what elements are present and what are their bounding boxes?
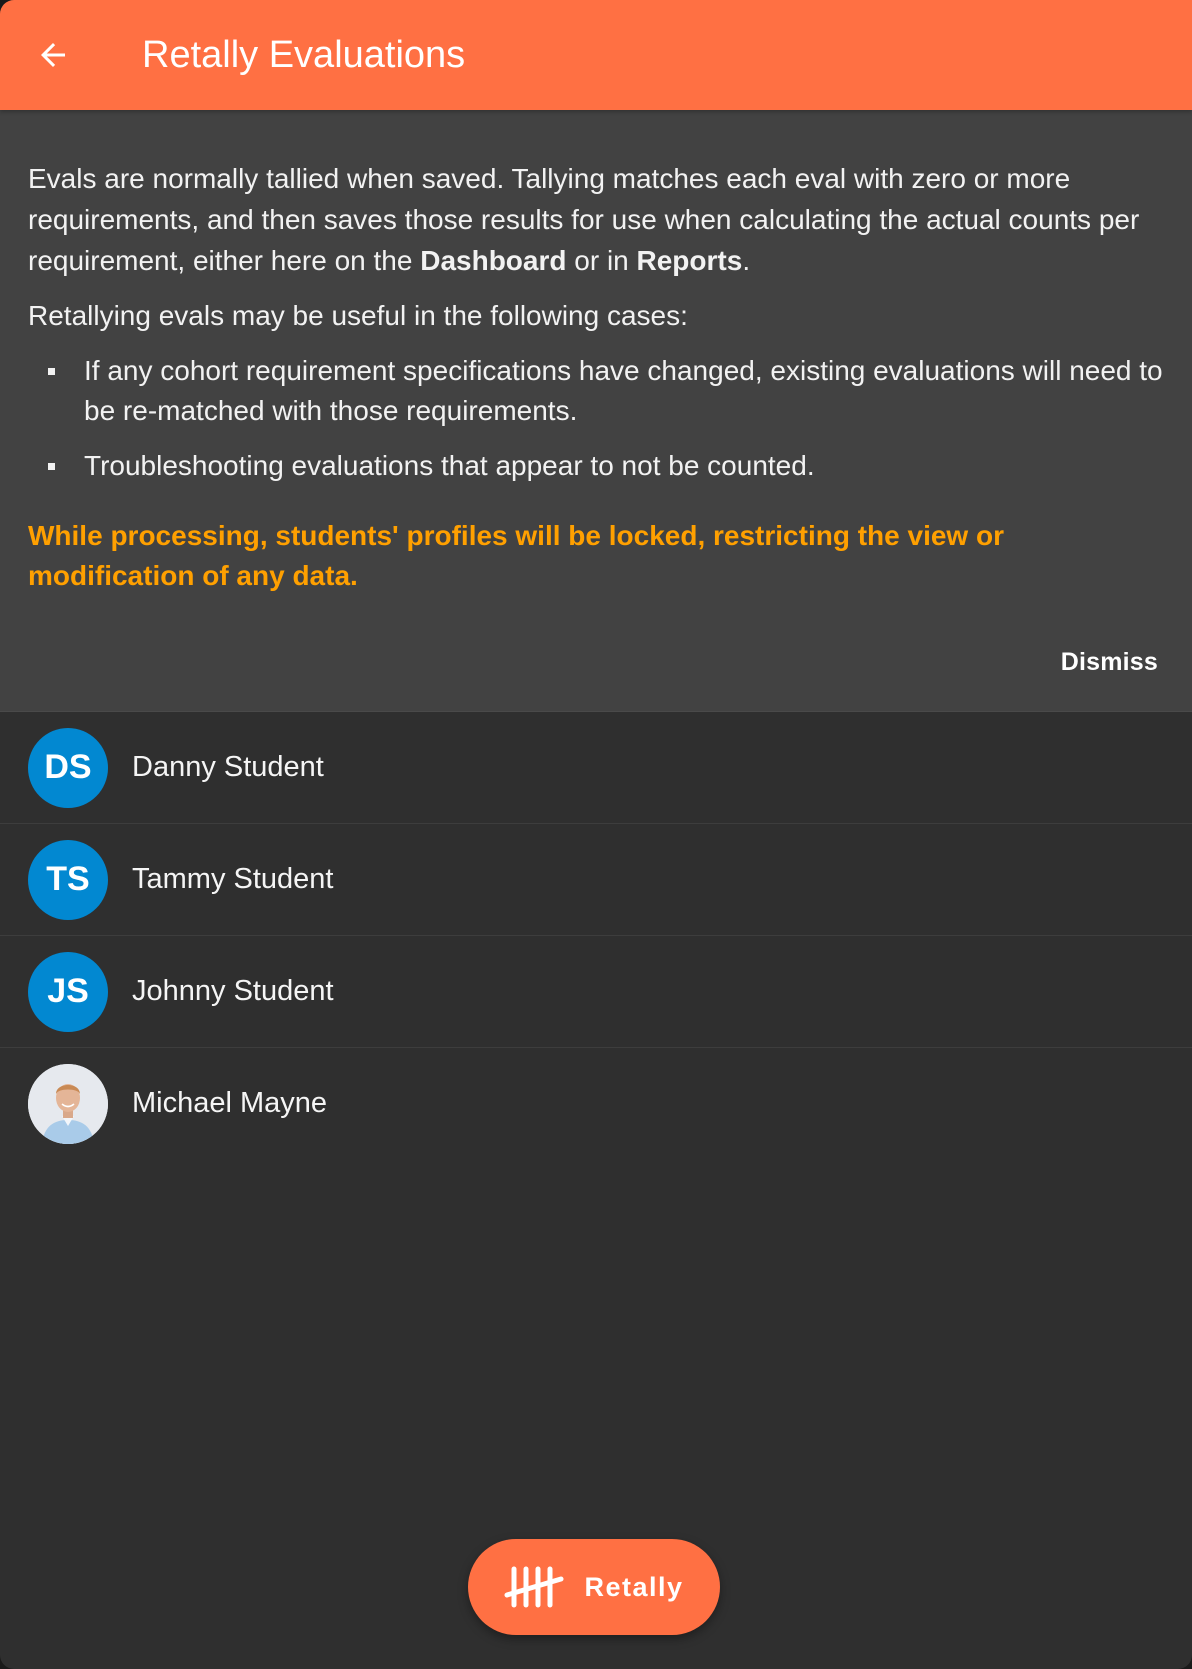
- avatar: TS: [28, 840, 108, 920]
- avatar: DS: [28, 728, 108, 808]
- back-button[interactable]: [18, 20, 88, 90]
- cases-list: [28, 351, 1164, 486]
- dismiss-button[interactable]: Dismiss: [1060, 648, 1158, 676]
- student-name: Tammy Student: [132, 863, 334, 895]
- list-item[interactable]: [0, 936, 1192, 1048]
- list-item[interactable]: [0, 712, 1192, 824]
- case-item: [28, 446, 1164, 486]
- student-name: Michael Mayne: [132, 1087, 328, 1119]
- intro-text-part: Evals are normally tallied when saved. Tallying matches each eval with zero or more requirements, and then saves those results for use when calculating the actual counts per requirement, either here on the: [28, 163, 1140, 276]
- case-text: If any cohort requirement specifications have changed, existing evaluations will need to be re-matched with those requirements.: [84, 355, 1163, 426]
- avatar-photo: [28, 1064, 108, 1144]
- bullet-icon: [48, 368, 55, 375]
- intro-text-part: or in: [566, 245, 637, 276]
- tally-marks-icon: [504, 1565, 564, 1609]
- arrow-left-icon: [35, 37, 71, 73]
- page-title: Retally Evaluations: [142, 33, 466, 76]
- student-list: [0, 712, 1192, 1159]
- dashboard-mention: Dashboard: [420, 245, 567, 276]
- list-item[interactable]: [0, 1048, 1192, 1159]
- case-text: Troubleshooting evaluations that appear to not be counted.: [84, 450, 815, 481]
- student-name: Johnny Student: [132, 975, 334, 1007]
- intro-text-part: .: [742, 245, 751, 276]
- retally-button[interactable]: [468, 1539, 720, 1635]
- info-banner: [0, 110, 1192, 712]
- processing-warning: While processing, students' profiles will be locked, restricting the view or modification of any data.: [28, 520, 1004, 591]
- cases-heading: Retallying evals may be useful in the following cases:: [28, 300, 688, 331]
- intro-text: [28, 158, 1164, 281]
- list-item[interactable]: [0, 824, 1192, 936]
- case-item: [28, 351, 1164, 431]
- reports-mention: Reports: [636, 245, 743, 276]
- person-photo-icon: [28, 1064, 108, 1144]
- student-name: Danny Student: [132, 751, 324, 783]
- avatar: JS: [28, 952, 108, 1032]
- app-bar: [0, 0, 1192, 110]
- retally-label: Retally: [584, 1571, 684, 1602]
- bullet-icon: [48, 463, 55, 470]
